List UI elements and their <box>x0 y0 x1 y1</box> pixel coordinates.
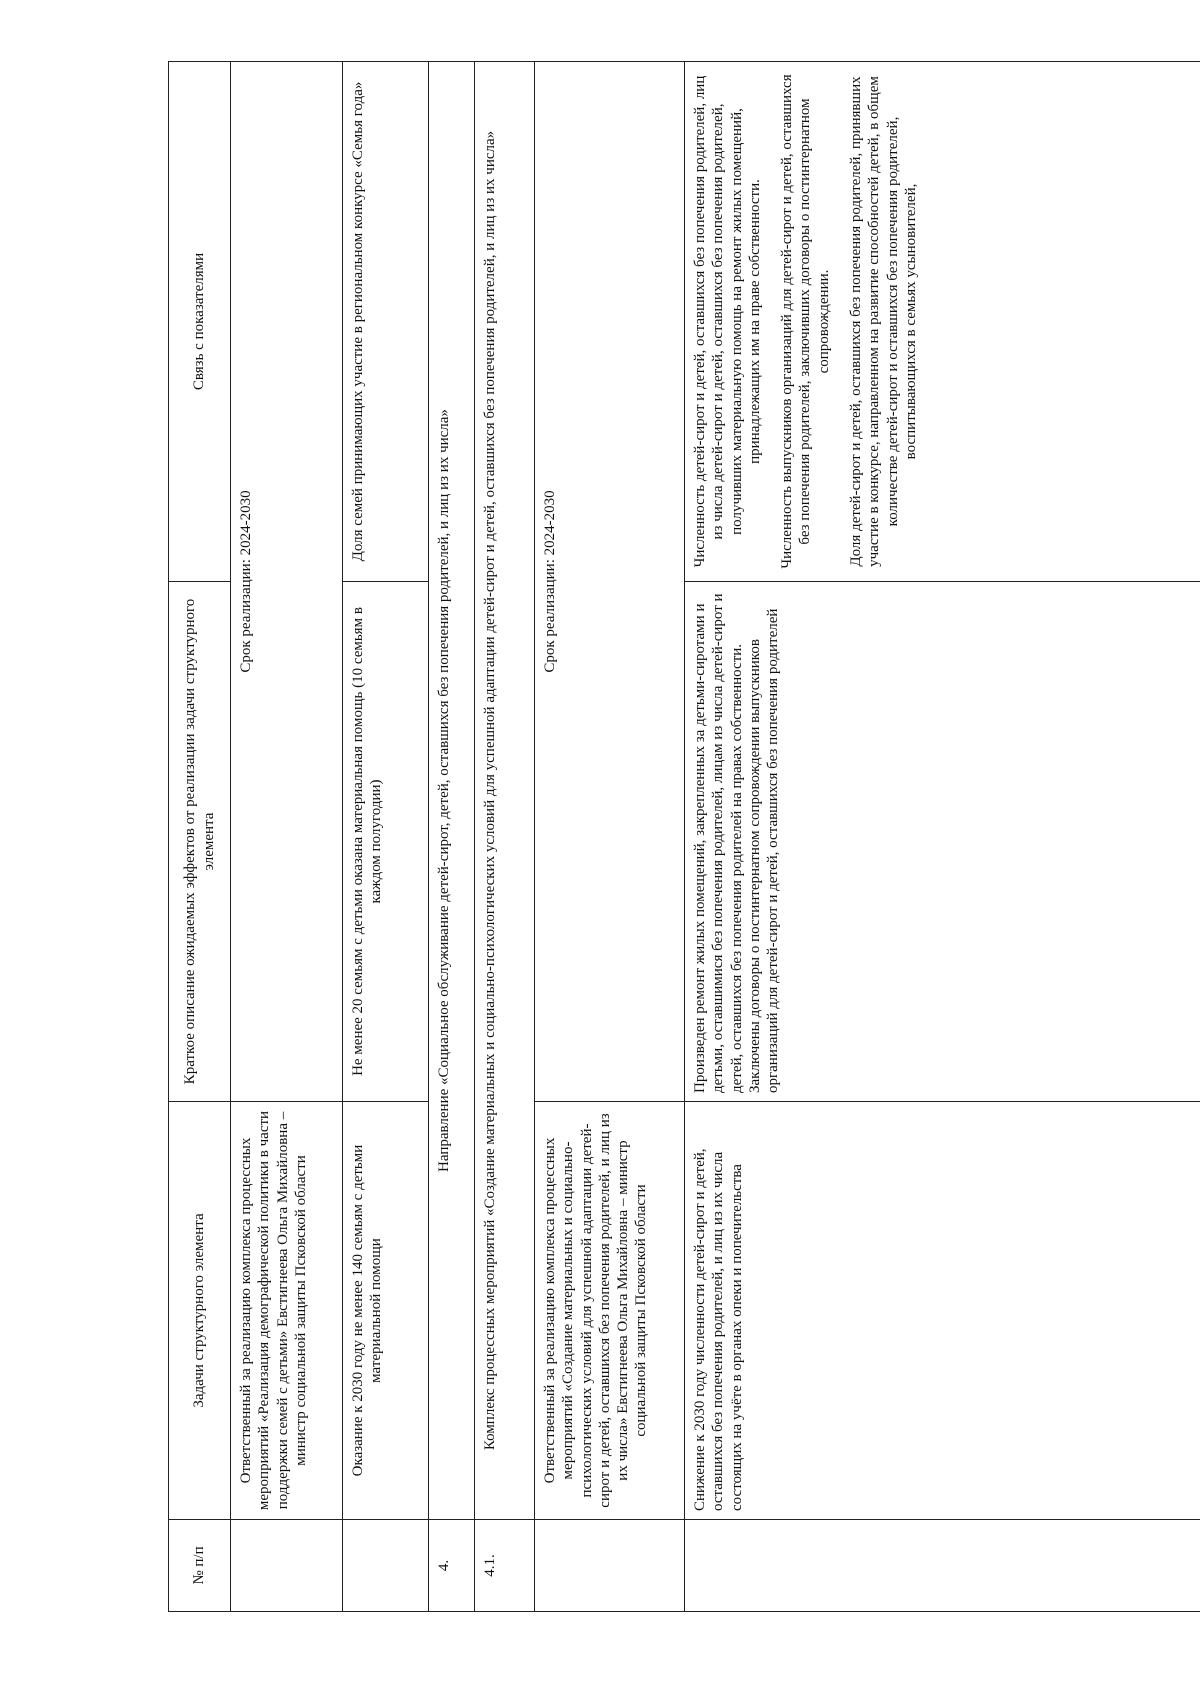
effect-1: Не менее 20 семьям с детьми оказана материальная помощь (10 семьям в каждом полугодии) <box>343 582 429 1102</box>
table-row <box>343 62 429 1612</box>
table-row <box>685 62 1200 1612</box>
rotated-page <box>168 62 1200 1612</box>
table-row <box>535 62 685 1612</box>
link-2-item-2: Численность выпускников организаций для детей-сирот и детей, оставшихся без попечения родителей, заключивших договоры о постинтернатном сопровождении. <box>779 74 832 569</box>
link-2-cell <box>685 62 1200 582</box>
cell-empty <box>535 1520 685 1612</box>
responsible-2: Ответственный за реализацию комплекса процессных мероприятий «Создание материальных и социально-психологических условий для успешной адаптации детей-сирот и детей, оставшихся без попечения родителей, и лиц из их числа» Евстигнеева Ольга Михайловна – министр социальной защиты Псковской области <box>535 1102 685 1520</box>
plan-table <box>168 61 1200 1612</box>
table-row <box>429 62 475 1612</box>
header-tasks: Задачи структурного элемента <box>169 1102 231 1520</box>
link-1: Доля семей принимающих участие в региональном конкурсе «Семья года» <box>343 62 429 582</box>
effect-2: Произведен ремонт жилых помещений, закрепленных за детьми-сиротами и детьми, оставшимися без попечения родителей, лицам из числа детей-сирот и детей, оставшихся без попечения родителей на правах собственности. Заключены договоры о постинтернатном сопровождении выпускников организаций для детей-сирот и детей, оставшихся без попечения родителей <box>685 582 1200 1102</box>
table-row <box>475 62 535 1612</box>
table-row <box>231 62 343 1612</box>
responsible-1: Ответственный за реализацию комплекса процессных мероприятий «Реализация демографической политики в части поддержки семей с детьми» Евстигнеева Ольга Михайловна – министр социальной защиты Псковской области <box>231 1102 343 1520</box>
link-2-item-1: Численность детей-сирот и детей, оставшихся без попечения родителей, лиц из числа детей-сирот и детей, оставшихся без попечения родителей, получивших материальную помощь на ремонт жилых помещений, принадлежащих им на праве собственности. <box>692 75 763 568</box>
cell-empty <box>231 1520 343 1612</box>
section-41-num: 4.1. <box>475 1520 535 1612</box>
term-2: Срок реализации: 2024-2030 <box>535 62 685 1102</box>
table-header-row <box>169 62 231 1612</box>
header-num: № п/п <box>169 1520 231 1612</box>
section-4-num: 4. <box>429 1520 475 1612</box>
link-2-item-3: Доля детей-сирот и детей, оставшихся без попечения родителей, принявших участие в конкурсе, направленном на развитие способностей детей, в общем количестве детей-сирот и оставшихся без попечения родителей, воспитывающихся в семьях усыновителей, <box>848 76 919 567</box>
cell-empty <box>343 1520 429 1612</box>
task-1: Оказание к 2030 году не менее 140 семьям с детьми материальной помощи <box>343 1102 429 1520</box>
task-2: Снижение к 2030 году численности детей-сирот и детей, оставшихся без попечения родителей, и лиц из их числа состоящих на учёте в органах опеки и попечительства <box>685 1102 1200 1520</box>
header-effects: Краткое описание ожидаемых эффектов от реализации задачи структурного элемента <box>169 582 231 1102</box>
section-41-title: Комплекс процессных мероприятий «Создание материальных и социально-психологических условий для успешной адаптации детей-сирот и детей, оставшихся без попечения родителей, и лиц из их числа» <box>475 62 535 1520</box>
section-4-title: Направление «Социальное обслуживание детей-сирот, детей, оставшихся без попечения родителей, и лиц из их числа» <box>429 62 475 1520</box>
header-link: Связь с показателями <box>169 62 231 582</box>
cell-empty <box>685 1520 1200 1612</box>
term-1: Срок реализации: 2024-2030 <box>231 62 343 1102</box>
